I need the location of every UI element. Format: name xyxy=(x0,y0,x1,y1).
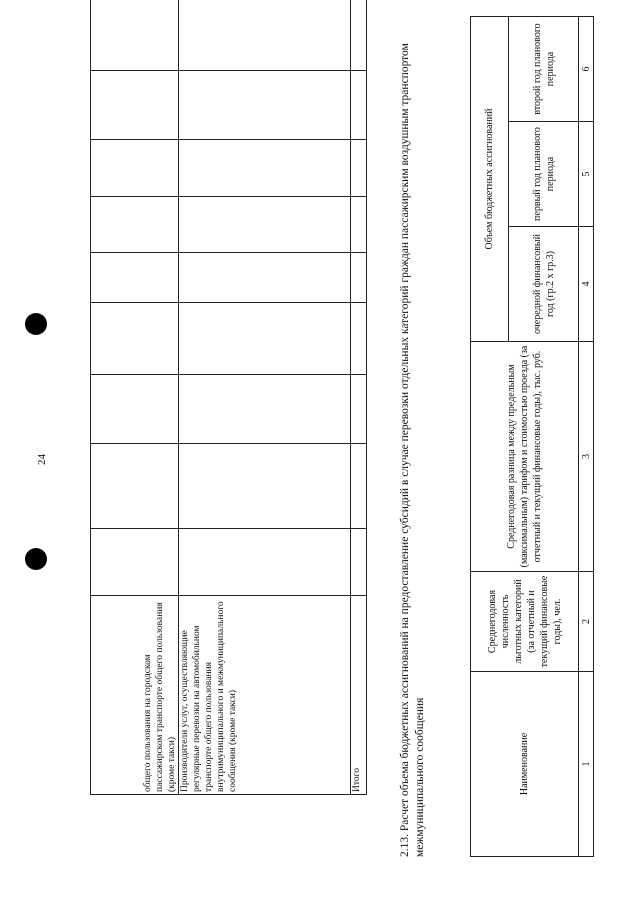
header-budget-group: Объем бюджетных ассигнований xyxy=(471,16,509,341)
col-number: 2 xyxy=(579,572,594,672)
header-year3: второй год планового периода xyxy=(509,16,579,121)
col-number: 4 xyxy=(579,227,594,342)
number-row xyxy=(579,16,594,856)
lower-table xyxy=(470,16,594,857)
table-row xyxy=(179,0,351,795)
page-number: 24 xyxy=(36,454,48,465)
col-number: 1 xyxy=(579,672,594,857)
header-avg-diff: Среднегодовая разница между предельным (максимальным) тарифом и стоимостью проезда (за отчетный и текущий финансовые годы), тыс. руб. xyxy=(471,342,579,572)
table-row xyxy=(351,0,367,795)
col-number: 3 xyxy=(579,342,594,572)
header-year2: первый год планового периода xyxy=(509,122,579,227)
row-label: общего пользования на городском пассажирском транспорте общего пользования (кроме такси) xyxy=(91,596,179,795)
row-label: Итого xyxy=(351,596,367,795)
punch-hole-left xyxy=(25,548,47,570)
header-row xyxy=(471,16,509,856)
col-number: 6 xyxy=(579,16,594,121)
row-label: Производители услуг, осуществляющие регулярные перевозки на автомобильном транспорте общего пользования внутримуниципального и межмуниципального сообщения (кроме такси) xyxy=(179,596,351,795)
header-name: Наименование xyxy=(471,672,579,857)
table-row xyxy=(91,0,179,795)
header-year1: очередной финансовый год (гр.2 x гр.3) xyxy=(509,227,579,342)
header-avg-count: Среднегодовая численность льготных категорий (за отчетный и текущий финансовые годы), чел. xyxy=(471,572,579,672)
col-number: 5 xyxy=(579,122,594,227)
section-heading: 2.13. Расчет объема бюджетных ассигнований на предоставление субсидий в случае перевозки отдельных категорий граждан пассажирским воздушным транспортом межмуниципального сообщения xyxy=(399,43,426,857)
punch-hole-right xyxy=(25,313,47,335)
upper-table xyxy=(90,0,367,795)
